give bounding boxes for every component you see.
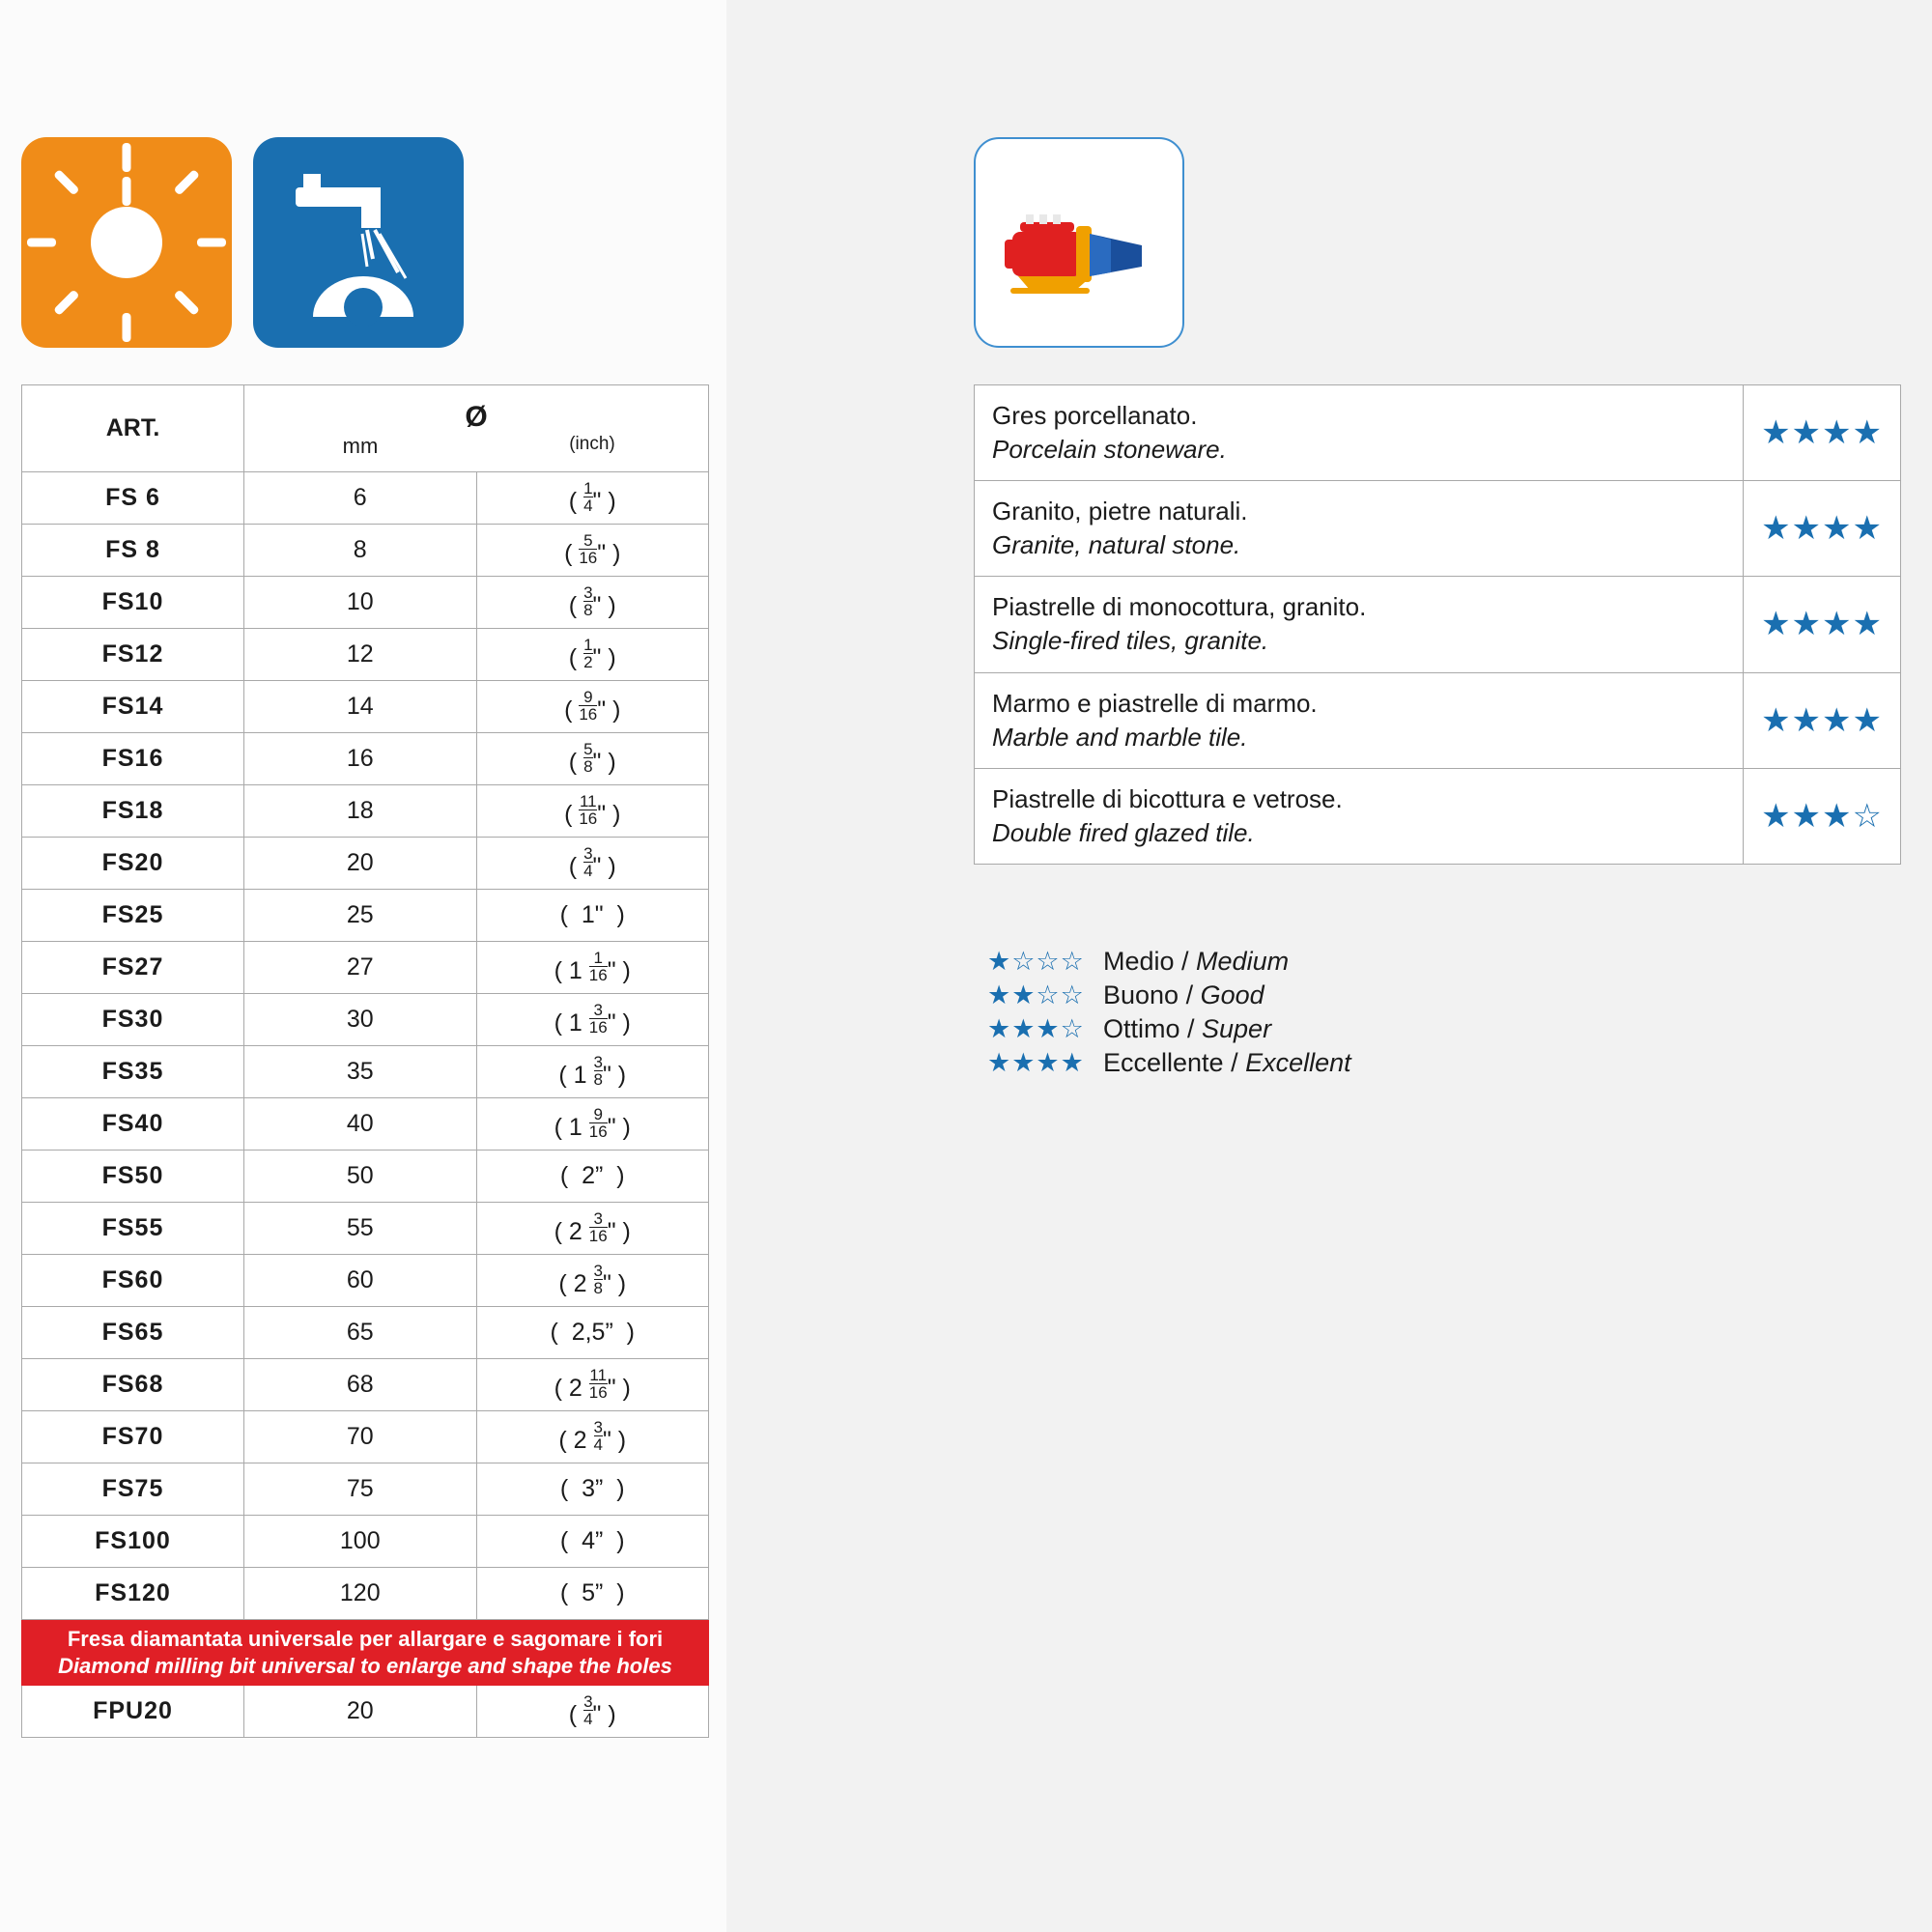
material-row	[975, 385, 1901, 481]
cell-mm: 120	[244, 1568, 477, 1620]
table-row	[22, 838, 709, 890]
rating-legend	[987, 947, 1351, 1082]
cell-art: FS 6	[22, 472, 244, 525]
table-row	[22, 525, 709, 577]
table-row	[22, 733, 709, 785]
cell-inch: ( 1 $\frac{3}{8}$ " )	[476, 1046, 709, 1098]
material-name-it: Granito, pietre naturali.	[992, 497, 1248, 526]
table-row	[22, 1411, 709, 1463]
star-rating: ★★★☆	[1761, 797, 1883, 835]
material-rating-cell	[1744, 385, 1901, 481]
table-row	[22, 629, 709, 681]
material-rating-cell	[1744, 768, 1901, 864]
legend-item	[987, 947, 1351, 977]
icon-row	[21, 137, 464, 348]
legend-stars: ★☆☆☆	[987, 947, 1085, 976]
cell-mm: 20	[244, 1686, 477, 1738]
star-rating: ★★★★	[1761, 510, 1883, 548]
banner-text-en: Diamond milling bit universal to enlarge and shape the holes	[58, 1653, 672, 1678]
material-name-cell	[975, 481, 1744, 577]
cell-mm: 40	[244, 1098, 477, 1151]
material-name-it: Gres porcellanato.	[992, 401, 1198, 430]
cell-art: FS65	[22, 1307, 244, 1359]
cell-art: FS100	[22, 1516, 244, 1568]
sun-icon	[21, 137, 232, 348]
cell-art: FS60	[22, 1255, 244, 1307]
table-row	[22, 1463, 709, 1516]
header-mm: mm	[342, 433, 379, 458]
cell-art: FPU20	[22, 1686, 244, 1738]
cell-inch: ( 5” )	[476, 1568, 709, 1620]
cell-art: FS27	[22, 942, 244, 994]
cell-mm: 68	[244, 1359, 477, 1411]
cell-art: FS12	[22, 629, 244, 681]
table-row	[22, 1307, 709, 1359]
cell-art: FS10	[22, 577, 244, 629]
table-row	[22, 1151, 709, 1203]
material-name-it: Piastrelle di bicottura e vetrose.	[992, 783, 1343, 813]
material-name-en: Single-fired tiles, granite.	[992, 626, 1269, 656]
legend-label: Ottimo / Super	[1103, 1014, 1272, 1043]
cell-inch: ( 1 $\frac{9}{16}$ " )	[476, 1098, 709, 1151]
cell-art: FS40	[22, 1098, 244, 1151]
cell-art: FS70	[22, 1411, 244, 1463]
cell-mm: 18	[244, 785, 477, 838]
material-name-en: Porcelain stoneware.	[992, 435, 1227, 465]
table-row	[22, 681, 709, 733]
cell-inch: ( 2 $\frac{3}{4}$ " )	[476, 1411, 709, 1463]
cell-inch: ( 2,5” )	[476, 1307, 709, 1359]
cell-inch: ( 2” )	[476, 1151, 709, 1203]
table-row	[22, 994, 709, 1046]
table-row	[22, 1046, 709, 1098]
banner-cell	[22, 1620, 709, 1686]
cell-art: FS16	[22, 733, 244, 785]
cell-mm: 75	[244, 1463, 477, 1516]
cell-inch: ( $\frac{3}{8}$ " )	[476, 577, 709, 629]
legend-item	[987, 1048, 1351, 1078]
table-row	[22, 577, 709, 629]
material-row	[975, 768, 1901, 864]
cell-art: FS14	[22, 681, 244, 733]
cell-art: FS25	[22, 890, 244, 942]
article-rows	[22, 472, 709, 1738]
cell-inch: ( $\frac{9}{16}$ " )	[476, 681, 709, 733]
legend-label: Eccellente / Excellent	[1103, 1048, 1351, 1077]
cell-inch: ( 2 $\frac{11}{16}$ " )	[476, 1359, 709, 1411]
header-diameter-symbol: Ø	[465, 400, 488, 433]
cell-art: FS30	[22, 994, 244, 1046]
cell-art: FS50	[22, 1151, 244, 1203]
legend-item	[987, 980, 1351, 1010]
table-row	[22, 942, 709, 994]
header-art: ART.	[22, 385, 244, 472]
table-row	[22, 1686, 709, 1738]
table-row	[22, 1516, 709, 1568]
cell-art: FS68	[22, 1359, 244, 1411]
cell-inch: ( $\frac{3}{4}$ " )	[476, 1686, 709, 1738]
cell-inch: ( 4” )	[476, 1516, 709, 1568]
material-name-en: Marble and marble tile.	[992, 722, 1248, 752]
cell-inch: ( $\frac{11}{16}$ " )	[476, 785, 709, 838]
star-rating: ★★★★	[1761, 606, 1883, 643]
materials-rating-table	[974, 384, 1901, 865]
cell-mm: 16	[244, 733, 477, 785]
material-row	[975, 481, 1901, 577]
water-tap-icon	[253, 137, 464, 348]
table-row	[22, 1203, 709, 1255]
cell-mm: 10	[244, 577, 477, 629]
star-rating: ★★★★	[1761, 701, 1883, 739]
cell-inch: ( 1 $\frac{1}{16}$ " )	[476, 942, 709, 994]
material-name-cell	[975, 672, 1744, 768]
cell-inch: ( 3” )	[476, 1463, 709, 1516]
header-diameter	[244, 385, 709, 472]
cell-mm: 50	[244, 1151, 477, 1203]
cell-inch: ( $\frac{1}{2}$ " )	[476, 629, 709, 681]
angle-grinder-icon	[974, 137, 1184, 348]
table-row	[22, 1359, 709, 1411]
cell-inch: ( $\frac{3}{4}$ " )	[476, 838, 709, 890]
legend-label: Medio / Medium	[1103, 947, 1290, 976]
cell-art: FS120	[22, 1568, 244, 1620]
cell-art: FS18	[22, 785, 244, 838]
table-row	[22, 1568, 709, 1620]
article-dimensions-table	[21, 384, 709, 1738]
material-rating-cell	[1744, 481, 1901, 577]
star-rating: ★★★★	[1761, 414, 1883, 452]
material-name-it: Marmo e piastrelle di marmo.	[992, 688, 1318, 718]
header-inch: (inch)	[569, 433, 615, 454]
legend-stars: ★★☆☆	[987, 980, 1085, 1009]
table-row	[22, 785, 709, 838]
cell-mm: 27	[244, 942, 477, 994]
material-name-en: Double fired glazed tile.	[992, 817, 1255, 847]
legend-stars: ★★★★	[987, 1048, 1085, 1077]
legend-item	[987, 1014, 1351, 1044]
cell-mm: 20	[244, 838, 477, 890]
sun-core	[91, 207, 162, 278]
cell-mm: 14	[244, 681, 477, 733]
cell-art: FS 8	[22, 525, 244, 577]
cell-mm: 8	[244, 525, 477, 577]
material-name-cell	[975, 577, 1744, 672]
cell-art: FS20	[22, 838, 244, 890]
material-name-it: Piastrelle di monocottura, granito.	[992, 592, 1367, 622]
material-row	[975, 577, 1901, 672]
material-row	[975, 672, 1901, 768]
cell-inch: ( $\frac{1}{4}$ " )	[476, 472, 709, 525]
cell-inch: ( 1" )	[476, 890, 709, 942]
material-rating-cell	[1744, 672, 1901, 768]
table-row	[22, 890, 709, 942]
cell-mm: 30	[244, 994, 477, 1046]
cell-inch: ( $\frac{5}{16}$ " )	[476, 525, 709, 577]
cell-inch: ( 1 $\frac{3}{16}$ " )	[476, 994, 709, 1046]
material-name-cell	[975, 768, 1744, 864]
cell-inch: ( $\frac{5}{8}$ " )	[476, 733, 709, 785]
table-header-row	[22, 385, 709, 472]
cell-mm: 55	[244, 1203, 477, 1255]
cell-mm: 70	[244, 1411, 477, 1463]
table-row	[22, 1098, 709, 1151]
cell-mm: 12	[244, 629, 477, 681]
cell-art: FS55	[22, 1203, 244, 1255]
legend-label: Buono / Good	[1103, 980, 1264, 1009]
cell-mm: 35	[244, 1046, 477, 1098]
cell-mm: 65	[244, 1307, 477, 1359]
cell-art: FS35	[22, 1046, 244, 1098]
cell-inch: ( 2 $\frac{3}{8}$ " )	[476, 1255, 709, 1307]
cell-art: FS75	[22, 1463, 244, 1516]
legend-stars: ★★★☆	[987, 1014, 1085, 1043]
material-rating-cell	[1744, 577, 1901, 672]
table-row	[22, 472, 709, 525]
cell-mm: 25	[244, 890, 477, 942]
red-banner-row	[22, 1620, 709, 1686]
table-row	[22, 1255, 709, 1307]
cell-inch: ( 2 $\frac{3}{16}$ " )	[476, 1203, 709, 1255]
material-name-en: Granite, natural stone.	[992, 530, 1241, 560]
cell-mm: 60	[244, 1255, 477, 1307]
banner-text-it: Fresa diamantata universale per allargare e sagomare i fori	[67, 1627, 664, 1651]
cell-mm: 100	[244, 1516, 477, 1568]
cell-mm: 6	[244, 472, 477, 525]
material-name-cell	[975, 385, 1744, 481]
